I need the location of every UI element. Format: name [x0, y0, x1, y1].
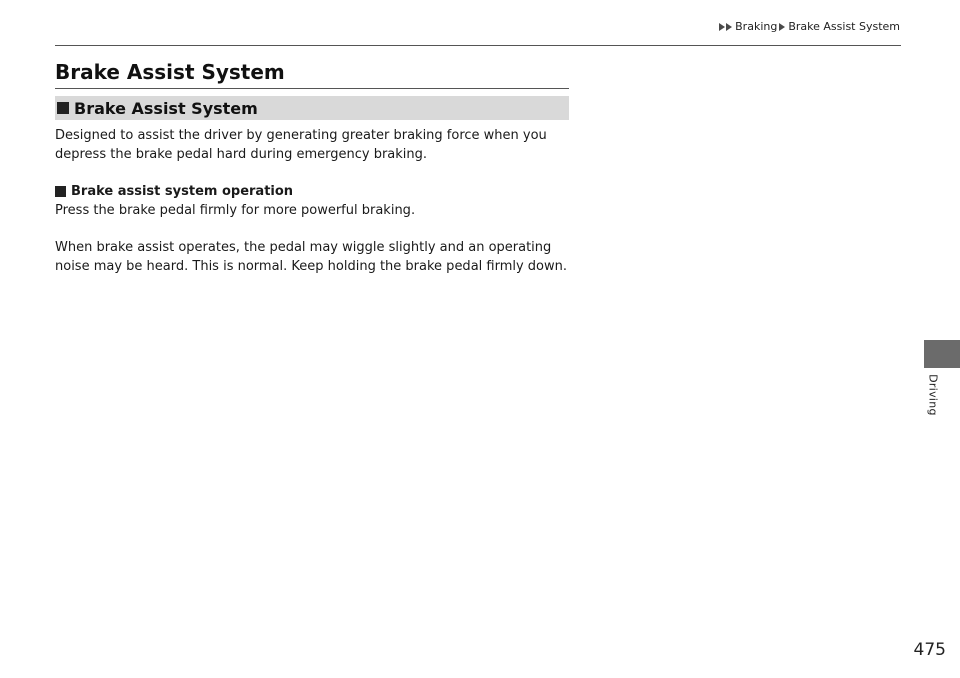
page-title: Brake Assist System: [55, 60, 285, 84]
subsection-title: Brake assist system operation: [71, 184, 294, 199]
chapter-tab: [924, 340, 960, 368]
breadcrumb-item-braking[interactable]: Braking: [735, 20, 778, 33]
breadcrumb-arrow-icon: [726, 23, 732, 31]
operation-paragraph: Press the brake pedal firmly for more powerful braking.: [55, 203, 416, 218]
title-divider: [55, 88, 569, 89]
breadcrumb-arrow-icon: [779, 23, 785, 31]
note-paragraph: When brake assist operates, the pedal may wiggle slightly and an operating noise may be heard. This is normal. Keep holding the brake pedal firmly down.: [55, 240, 568, 274]
subsection-heading: [55, 182, 293, 201]
subsection-marker-icon: [55, 186, 66, 197]
intro-paragraph: Designed to assist the driver by generating greater braking force when you depress the brake pedal hard during emergency braking.: [55, 128, 547, 162]
chapter-label: Driving: [926, 374, 940, 416]
page-number: 475: [913, 640, 946, 660]
breadcrumb-arrow-icon: [719, 23, 725, 31]
section-title: Brake Assist System: [74, 98, 258, 118]
breadcrumb-item-brake-assist[interactable]: Brake Assist System: [788, 20, 900, 33]
breadcrumb: [719, 20, 900, 33]
section-marker-icon: [57, 102, 69, 114]
section-header-bar: [55, 96, 569, 120]
header-divider: [55, 45, 901, 46]
